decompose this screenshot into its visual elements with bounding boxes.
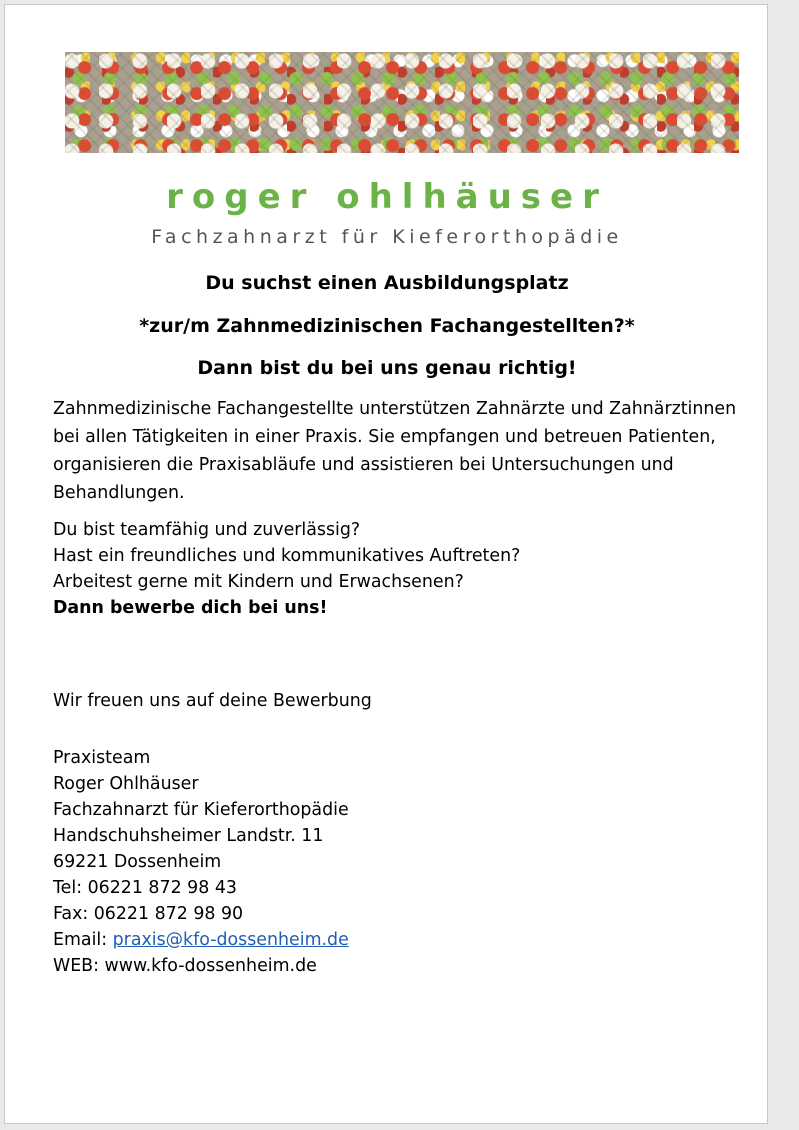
logo-name: roger ohlhäuser: [166, 177, 608, 217]
contact-street: Handschuhsheimer Landstr. 11: [53, 826, 324, 846]
document-page: [4, 4, 768, 1124]
intro-paragraph: Zahnmedizinische Fachangestellte unterstützen Zahnärzte und Zahnärztinnen bei allen Tätigkeiten in einer Praxis. Sie empfangen und betreuen Patienten, organisieren die Praxisabläufe und assistieren bei Untersuchungen und Behandlungen.: [53, 399, 737, 503]
contact-team: Praxisteam: [53, 748, 151, 768]
email-label: Email:: [53, 930, 113, 950]
call-to-action: Dann bewerbe dich bei uns!: [53, 598, 328, 618]
question-line: Hast ein freundliches und kommunikatives Auftreten?: [53, 546, 521, 566]
heading-ausbildungsplatz: Du suchst einen Ausbildungsplatz: [205, 272, 569, 294]
contact-name: Roger Ohlhäuser: [53, 774, 199, 794]
question-line: Du bist teamfähig und zuverlässig?: [53, 520, 361, 540]
header-banner-image: [65, 52, 739, 153]
questions-block: [53, 517, 743, 621]
contact-city: 69221 Dossenheim: [53, 852, 222, 872]
contact-fax: Fax: 06221 872 98 90: [53, 904, 244, 924]
contact-web: WEB: www.kfo-dossenheim.de: [53, 956, 317, 976]
contact-tel: Tel: 06221 872 98 43: [53, 878, 237, 898]
contact-block: [53, 745, 743, 979]
contact-title: Fachzahnarzt für Kieferorthopädie: [53, 800, 349, 820]
banner-texture: [65, 52, 739, 153]
email-link[interactable]: praxis@kfo-dossenheim.de: [112, 930, 349, 950]
logo-subtitle: Fachzahnarzt für Kieferorthopädie: [151, 226, 623, 248]
question-line: Arbeitest gerne mit Kindern und Erwachsenen?: [53, 572, 464, 592]
heading-richtig: Dann bist du bei uns genau richtig!: [197, 357, 577, 379]
contact-email-line: [53, 927, 743, 953]
closing-line: Wir freuen uns auf deine Bewerbung: [53, 691, 372, 711]
heading-zfa: *zur/m Zahnmedizinischen Fachangestellten?*: [139, 315, 635, 337]
